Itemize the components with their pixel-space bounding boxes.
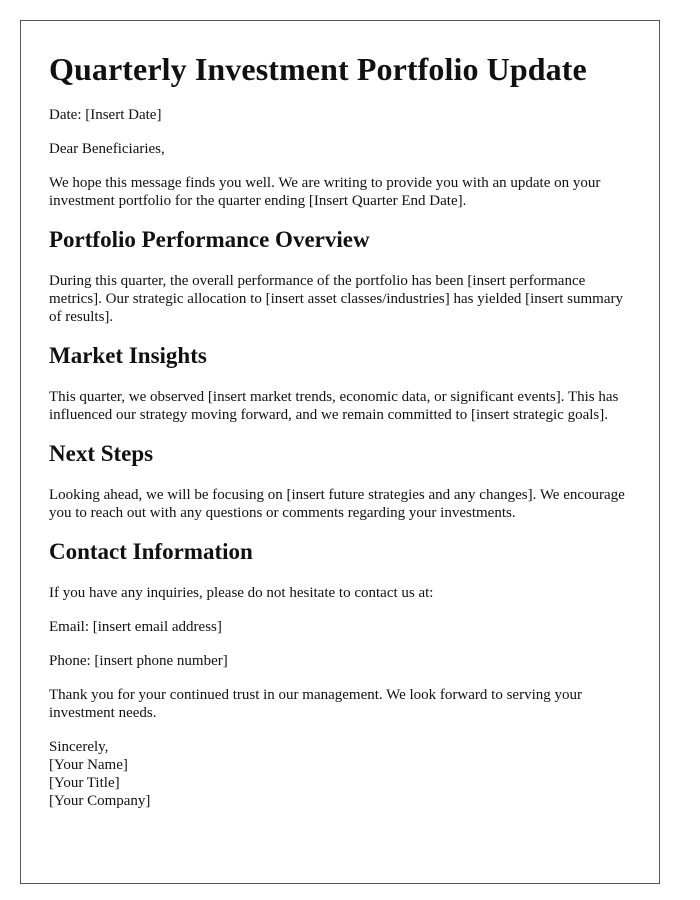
closing-paragraph: Thank you for your continued trust in our management. We look forward to serving your investment needs. bbox=[49, 687, 582, 721]
performance-paragraph: During this quarter, the overall performance of the portfolio has been [insert performance metrics]. Our strategic allocation to [insert asset classes/industries] has yielded [insert summary of results]. bbox=[49, 273, 624, 325]
signature-block bbox=[49, 738, 631, 810]
document-title: Quarterly Investment Portfolio Update bbox=[49, 51, 587, 87]
salutation: Dear Beneficiaries, bbox=[49, 141, 165, 157]
email-line: Email: [insert email address] bbox=[49, 619, 222, 635]
signer-company: [Your Company] bbox=[49, 793, 151, 809]
section-heading-market-insights: Market Insights bbox=[49, 343, 207, 368]
next-steps-paragraph: Looking ahead, we will be focusing on [insert future strategies and any changes]. We encourage you to reach out with any questions or comments regarding your investments. bbox=[49, 487, 625, 521]
contact-paragraph: If you have any inquiries, please do not hesitate to contact us at: bbox=[49, 585, 434, 601]
intro-paragraph: We hope this message finds you well. We are writing to provide you with an update on your investment portfolio for the quarter ending [Insert Quarter End Date]. bbox=[49, 175, 601, 209]
signer-title: [Your Title] bbox=[49, 775, 120, 791]
section-heading-performance: Portfolio Performance Overview bbox=[49, 227, 370, 252]
letter-document bbox=[20, 20, 660, 884]
date-line: Date: [Insert Date] bbox=[49, 107, 162, 123]
valediction: Sincerely, bbox=[49, 739, 109, 755]
market-insights-paragraph: This quarter, we observed [insert market trends, economic data, or significant events]. This has influenced our strategy moving forward, and we remain committed to [insert strategic goals]. bbox=[49, 389, 619, 423]
signer-name: [Your Name] bbox=[49, 757, 128, 773]
phone-line: Phone: [insert phone number] bbox=[49, 653, 228, 669]
section-heading-contact: Contact Information bbox=[49, 539, 253, 564]
section-heading-next-steps: Next Steps bbox=[49, 441, 154, 466]
